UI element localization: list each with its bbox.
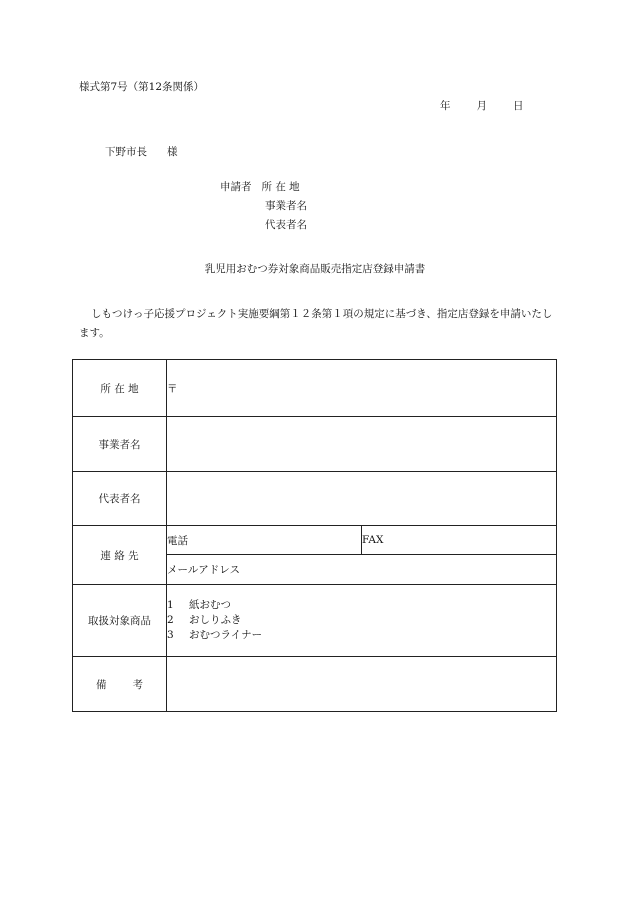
products-field (167, 585, 557, 657)
product-name: 紙おむつ (189, 599, 231, 611)
applicant-representative-label: 代表者名 (265, 219, 307, 231)
table-row-representative (73, 472, 557, 526)
table-row-business (73, 417, 557, 472)
product-number: 2 (167, 614, 174, 626)
email-label: メールアドレス (167, 564, 240, 576)
applicant-label: 申請者 (220, 181, 252, 193)
address-label: 所 在 地 (73, 360, 167, 417)
table-row-products (73, 585, 557, 657)
date-day: 日 (513, 100, 524, 112)
applicant-address-line (220, 182, 300, 193)
phone-label: 電話 (167, 534, 188, 547)
date-month: 月 (476, 100, 487, 112)
applicant-address-label: 所 在 地 (261, 181, 300, 193)
product-item (167, 628, 556, 643)
business-field[interactable] (167, 417, 557, 472)
form-number: 様式第7号（第12条関係） (79, 81, 205, 93)
postal-mark: 〒 (167, 382, 178, 395)
email-field[interactable] (167, 555, 557, 585)
remarks-field[interactable] (167, 657, 557, 712)
contact-label: 連 絡 先 (73, 526, 167, 585)
remarks-label: 備 考 (73, 657, 167, 712)
fax-field[interactable] (362, 526, 557, 555)
body-paragraph: しもつけっ子応援プロジェクト実施要綱第１２条第１項の規定に基づき、指定店登録を申請いたします。 (79, 308, 553, 339)
representative-field[interactable] (167, 472, 557, 526)
product-name: おしりふき (189, 614, 242, 626)
table-row-address (73, 360, 557, 417)
representative-label: 代表者名 (73, 472, 167, 526)
product-item (167, 598, 556, 613)
document-title: 乳児用おむつ券対象商品販売指定店登録申請書 (204, 263, 426, 275)
applicant-business-label: 事業者名 (265, 200, 307, 212)
product-number: 3 (167, 629, 174, 641)
addressee-honorific: 様 (167, 146, 178, 158)
date-line (440, 101, 524, 112)
products-label: 取扱対象商品 (73, 585, 167, 657)
addressee (105, 147, 178, 158)
fax-label: FAX (362, 534, 384, 546)
phone-field[interactable] (167, 526, 362, 555)
application-table (72, 359, 557, 712)
table-row-remarks (73, 657, 557, 712)
product-name: おむつライナー (189, 629, 263, 641)
product-item (167, 613, 556, 628)
table-row-contact-phone (73, 526, 557, 555)
address-field[interactable] (167, 360, 557, 417)
addressee-name: 下野市長 (105, 146, 147, 158)
product-number: 1 (167, 599, 174, 611)
business-label: 事業者名 (73, 417, 167, 472)
date-year: 年 (440, 100, 451, 112)
